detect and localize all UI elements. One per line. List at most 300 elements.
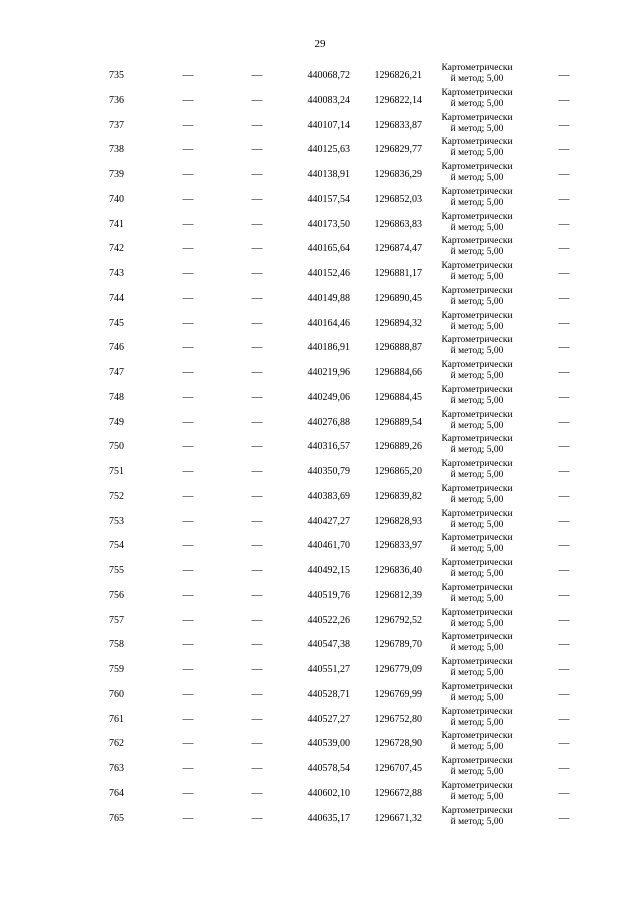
empty-cell-dash: — xyxy=(182,564,194,576)
empty-cell-dash: — xyxy=(558,390,570,403)
method-line-2: й метод; 5,00 xyxy=(450,296,504,307)
table-row xyxy=(0,285,640,310)
coordinate-x: 440519,76 xyxy=(307,589,350,601)
method-line-2: й метод; 5,00 xyxy=(450,247,504,258)
coordinate-x: 440427,27 xyxy=(307,515,350,527)
method-line-1: Картометрически xyxy=(441,533,513,544)
method-line-2: й метод; 5,00 xyxy=(450,197,504,208)
empty-cell-dash: — xyxy=(251,143,263,156)
method-accuracy xyxy=(432,731,522,753)
method-line-2: й метод; 5,00 xyxy=(450,742,504,753)
method-line-1: Картометрически xyxy=(441,87,513,98)
empty-cell-dash: — xyxy=(251,539,263,552)
method-line-1: Картометрически xyxy=(441,483,513,494)
empty-cell-dash: — xyxy=(251,316,263,329)
coordinate-x: 440528,71 xyxy=(307,688,350,700)
coordinate-x: 440107,14 xyxy=(307,119,350,131)
method-line-2: й метод; 5,00 xyxy=(450,668,504,678)
empty-cell-dash: — xyxy=(558,316,570,329)
empty-cell-dash: — xyxy=(558,291,570,304)
method-accuracy xyxy=(432,261,522,283)
method-line-1: Картометрически xyxy=(441,756,513,766)
method-accuracy xyxy=(432,63,522,85)
coordinate-y: 1296822,14 xyxy=(374,94,422,106)
empty-cell-dash: — xyxy=(251,217,263,230)
method-accuracy xyxy=(432,212,522,234)
empty-cell-dash: — xyxy=(182,786,194,799)
point-number: 736 xyxy=(109,94,124,106)
coordinate-x: 440157,54 xyxy=(307,193,350,205)
coordinate-y: 1296836,29 xyxy=(374,169,422,180)
empty-cell-dash: — xyxy=(182,267,194,279)
empty-cell-dash: — xyxy=(182,69,194,81)
table-row xyxy=(0,433,640,458)
coordinate-x: 440149,88 xyxy=(307,292,350,304)
point-number: 763 xyxy=(109,763,124,774)
method-line-2: й метод; 5,00 xyxy=(450,494,504,505)
method-accuracy xyxy=(432,657,522,679)
method-accuracy xyxy=(432,187,522,209)
point-number: 760 xyxy=(109,688,124,700)
method-line-2: й метод; 5,00 xyxy=(450,74,504,84)
coordinate-x: 440383,69 xyxy=(307,490,350,502)
empty-cell-dash: — xyxy=(251,69,263,81)
method-accuracy xyxy=(432,583,522,605)
empty-cell-dash: — xyxy=(182,465,194,477)
method-line-1: Картометрически xyxy=(441,360,513,370)
table-row xyxy=(0,384,640,409)
method-line-2: й метод; 5,00 xyxy=(450,643,504,654)
point-number: 746 xyxy=(109,342,124,354)
coordinate-x: 440125,63 xyxy=(307,144,350,156)
method-line-1: Картометрически xyxy=(441,310,513,321)
method-line-1: Картометрически xyxy=(441,409,513,420)
coordinate-y: 1296865,20 xyxy=(374,466,422,477)
point-number: 740 xyxy=(109,193,124,205)
point-number: 737 xyxy=(109,119,124,131)
method-line-1: Картометрически xyxy=(441,731,513,742)
table-row xyxy=(0,112,640,137)
coordinate-x: 440083,24 xyxy=(307,94,350,106)
point-number: 751 xyxy=(109,466,124,477)
coordinate-x: 440547,38 xyxy=(307,639,350,651)
table-row xyxy=(0,706,640,731)
table-row xyxy=(0,211,640,236)
coordinate-x: 440138,91 xyxy=(307,169,350,180)
table-row xyxy=(0,458,640,483)
empty-cell-dash: — xyxy=(251,489,263,502)
point-number: 759 xyxy=(109,664,124,675)
coordinate-y: 1296889,26 xyxy=(374,441,422,453)
method-line-2: й метод; 5,00 xyxy=(450,717,504,728)
coordinate-y: 1296789,70 xyxy=(374,639,422,651)
coordinate-y: 1296792,52 xyxy=(374,614,422,626)
empty-cell-dash: — xyxy=(251,341,263,354)
table-row xyxy=(0,483,640,508)
point-number: 756 xyxy=(109,589,124,601)
empty-cell-dash: — xyxy=(558,514,570,527)
empty-cell-dash: — xyxy=(182,489,194,502)
method-line-1: Картометрически xyxy=(441,780,513,791)
table-row xyxy=(0,631,640,656)
method-line-1: Картометрически xyxy=(441,261,513,271)
table-row xyxy=(0,780,640,805)
method-line-1: Картометрически xyxy=(441,805,513,816)
method-line-2: й метод; 5,00 xyxy=(450,222,504,233)
method-line-1: Картометрически xyxy=(441,211,513,222)
coordinate-y: 1296828,93 xyxy=(374,515,422,527)
method-accuracy xyxy=(432,756,522,778)
empty-cell-dash: — xyxy=(182,737,194,750)
method-line-2: й метод; 5,00 xyxy=(450,272,504,282)
empty-cell-dash: — xyxy=(182,638,194,651)
method-line-1: Картометрически xyxy=(441,112,513,123)
method-accuracy xyxy=(432,137,522,159)
empty-cell-dash: — xyxy=(558,440,570,453)
empty-cell-dash: — xyxy=(558,415,570,428)
empty-cell-dash: — xyxy=(182,341,194,354)
method-accuracy xyxy=(432,311,522,333)
method-line-1: Картометрически xyxy=(441,558,513,568)
empty-cell-dash: — xyxy=(251,786,263,799)
table-row xyxy=(0,136,640,161)
table-row xyxy=(0,730,640,755)
empty-cell-dash: — xyxy=(558,118,570,131)
coordinate-y: 1296894,32 xyxy=(374,317,422,329)
coordinate-x: 440350,79 xyxy=(307,466,350,477)
point-number: 754 xyxy=(109,540,124,552)
method-accuracy xyxy=(432,682,522,704)
empty-cell-dash: — xyxy=(182,93,194,106)
empty-cell-dash: — xyxy=(182,539,194,552)
coordinate-y: 1296752,80 xyxy=(374,713,422,725)
empty-cell-dash: — xyxy=(251,192,263,205)
method-accuracy xyxy=(432,781,522,803)
empty-cell-dash: — xyxy=(251,663,263,675)
empty-cell-dash: — xyxy=(558,192,570,205)
empty-cell-dash: — xyxy=(558,242,570,255)
point-number: 750 xyxy=(109,441,124,453)
table-row xyxy=(0,161,640,186)
empty-cell-dash: — xyxy=(558,786,570,799)
coordinate-x: 440602,10 xyxy=(307,787,350,799)
empty-cell-dash: — xyxy=(251,366,263,378)
empty-cell-dash: — xyxy=(182,415,194,428)
point-number: 745 xyxy=(109,317,124,329)
table-row xyxy=(0,87,640,112)
method-line-1: Картометрически xyxy=(441,335,513,346)
method-accuracy xyxy=(432,113,522,135)
point-number: 741 xyxy=(109,218,124,230)
coordinate-y: 1296863,83 xyxy=(374,218,422,230)
coordinate-x: 440635,17 xyxy=(307,812,350,824)
empty-cell-dash: — xyxy=(182,390,194,403)
method-line-1: Картометрически xyxy=(441,162,513,172)
method-line-1: Картометрически xyxy=(441,63,513,73)
empty-cell-dash: — xyxy=(251,390,263,403)
method-line-2: й метод; 5,00 xyxy=(450,445,504,456)
coordinate-x: 440461,70 xyxy=(307,540,350,552)
method-line-1: Картометрически xyxy=(441,384,513,395)
method-line-1: Картометрически xyxy=(441,186,513,197)
empty-cell-dash: — xyxy=(251,613,263,626)
method-accuracy xyxy=(432,632,522,654)
empty-cell-dash: — xyxy=(251,93,263,106)
empty-cell-dash: — xyxy=(558,539,570,552)
method-line-1: Картометрически xyxy=(441,681,513,692)
coordinate-y: 1296671,32 xyxy=(374,812,422,824)
coordinate-x: 440527,27 xyxy=(307,713,350,725)
method-accuracy xyxy=(432,459,522,481)
point-number: 765 xyxy=(109,812,124,824)
empty-cell-dash: — xyxy=(182,712,194,725)
coordinate-x: 440152,46 xyxy=(307,268,350,279)
point-number: 739 xyxy=(109,169,124,180)
empty-cell-dash: — xyxy=(182,514,194,527)
coordinate-y: 1296812,39 xyxy=(374,589,422,601)
method-line-1: Картометрически xyxy=(441,459,513,469)
point-number: 748 xyxy=(109,391,124,403)
coordinate-x: 440249,06 xyxy=(307,391,350,403)
method-accuracy xyxy=(432,335,522,357)
table-row xyxy=(0,334,640,359)
empty-cell-dash: — xyxy=(182,168,194,180)
table-row xyxy=(0,681,640,706)
coordinate-x: 440522,26 xyxy=(307,614,350,626)
empty-cell-dash: — xyxy=(558,341,570,354)
method-accuracy xyxy=(432,88,522,110)
coordinate-x: 440173,50 xyxy=(307,218,350,230)
empty-cell-dash: — xyxy=(558,564,570,576)
empty-cell-dash: — xyxy=(182,242,194,255)
coordinate-x: 440068,72 xyxy=(307,70,350,81)
coordinate-y: 1296889,54 xyxy=(374,416,422,428)
method-line-2: й метод; 5,00 xyxy=(450,346,504,357)
empty-cell-dash: — xyxy=(182,217,194,230)
method-line-2: й метод; 5,00 xyxy=(450,371,504,381)
coordinate-x: 440219,96 xyxy=(307,367,350,378)
coordinate-y: 1296728,90 xyxy=(374,738,422,750)
table-row xyxy=(0,310,640,335)
coordinate-x: 440539,00 xyxy=(307,738,350,750)
method-line-1: Картометрически xyxy=(441,582,513,593)
empty-cell-dash: — xyxy=(251,291,263,304)
empty-cell-dash: — xyxy=(182,366,194,378)
method-line-1: Картометрически xyxy=(441,657,513,667)
method-line-1: Картометрически xyxy=(441,607,513,618)
coordinate-x: 440578,54 xyxy=(307,763,350,774)
method-line-2: й метод; 5,00 xyxy=(450,519,504,530)
empty-cell-dash: — xyxy=(182,588,194,601)
table-row xyxy=(0,409,640,434)
coordinate-y: 1296672,88 xyxy=(374,787,422,799)
coordinate-y: 1296779,09 xyxy=(374,664,422,675)
method-line-2: й метод; 5,00 xyxy=(450,767,504,777)
method-line-1: Картометрически xyxy=(441,137,513,148)
coordinate-x: 440165,64 xyxy=(307,243,350,255)
method-line-2: й метод; 5,00 xyxy=(450,395,504,406)
empty-cell-dash: — xyxy=(558,638,570,651)
empty-cell-dash: — xyxy=(558,663,570,675)
coordinate-y: 1296884,45 xyxy=(374,391,422,403)
table-row xyxy=(0,755,640,780)
empty-cell-dash: — xyxy=(182,762,194,774)
empty-cell-dash: — xyxy=(251,242,263,255)
empty-cell-dash: — xyxy=(558,588,570,601)
point-number: 735 xyxy=(109,70,124,81)
empty-cell-dash: — xyxy=(182,663,194,675)
point-number: 753 xyxy=(109,515,124,527)
empty-cell-dash: — xyxy=(182,118,194,131)
empty-cell-dash: — xyxy=(251,712,263,725)
empty-cell-dash: — xyxy=(558,217,570,230)
coordinate-y: 1296888,87 xyxy=(374,342,422,354)
empty-cell-dash: — xyxy=(558,811,570,824)
method-line-2: й метод; 5,00 xyxy=(450,470,504,480)
coordinate-y: 1296890,45 xyxy=(374,292,422,304)
method-line-1: Картометрически xyxy=(441,632,513,643)
table-row xyxy=(0,607,640,632)
table-row xyxy=(0,260,640,285)
empty-cell-dash: — xyxy=(558,465,570,477)
coordinate-x: 440276,88 xyxy=(307,416,350,428)
empty-cell-dash: — xyxy=(558,267,570,279)
method-accuracy xyxy=(432,385,522,407)
empty-cell-dash: — xyxy=(558,712,570,725)
method-line-2: й метод; 5,00 xyxy=(450,321,504,332)
point-number: 758 xyxy=(109,639,124,651)
empty-cell-dash: — xyxy=(251,811,263,824)
empty-cell-dash: — xyxy=(251,118,263,131)
point-number: 747 xyxy=(109,367,124,378)
table-row xyxy=(0,557,640,582)
empty-cell-dash: — xyxy=(558,69,570,81)
method-line-1: Картометрически xyxy=(441,285,513,296)
empty-cell-dash: — xyxy=(558,168,570,180)
method-accuracy xyxy=(432,162,522,184)
point-number: 743 xyxy=(109,268,124,279)
empty-cell-dash: — xyxy=(182,613,194,626)
coordinate-y: 1296881,17 xyxy=(374,268,422,279)
empty-cell-dash: — xyxy=(251,588,263,601)
coordinate-x: 440186,91 xyxy=(307,342,350,354)
table-row xyxy=(0,532,640,557)
page-number: 29 xyxy=(314,38,326,50)
point-number: 752 xyxy=(109,490,124,502)
coordinates-table xyxy=(0,62,640,829)
method-accuracy xyxy=(432,410,522,432)
empty-cell-dash: — xyxy=(251,762,263,774)
method-accuracy xyxy=(432,434,522,456)
method-accuracy xyxy=(432,509,522,531)
method-accuracy xyxy=(432,484,522,506)
method-line-2: й метод; 5,00 xyxy=(450,816,504,827)
table-row xyxy=(0,235,640,260)
empty-cell-dash: — xyxy=(182,687,194,700)
method-accuracy xyxy=(432,608,522,630)
coordinate-y: 1296826,21 xyxy=(374,70,422,81)
point-number: 755 xyxy=(109,565,124,576)
method-accuracy xyxy=(432,707,522,729)
empty-cell-dash: — xyxy=(182,440,194,453)
empty-cell-dash: — xyxy=(182,291,194,304)
empty-cell-dash: — xyxy=(558,762,570,774)
point-number: 749 xyxy=(109,416,124,428)
coordinate-y: 1296839,82 xyxy=(374,490,422,502)
coordinate-y: 1296836,40 xyxy=(374,565,422,576)
coordinate-x: 440316,57 xyxy=(307,441,350,453)
empty-cell-dash: — xyxy=(251,687,263,700)
method-line-1: Картометрически xyxy=(441,706,513,717)
method-line-1: Картометрически xyxy=(441,434,513,445)
method-line-2: й метод; 5,00 xyxy=(450,148,504,159)
empty-cell-dash: — xyxy=(558,366,570,378)
point-number: 738 xyxy=(109,144,124,156)
point-number: 742 xyxy=(109,243,124,255)
method-line-2: й метод; 5,00 xyxy=(450,544,504,555)
empty-cell-dash: — xyxy=(251,267,263,279)
method-line-2: й метод; 5,00 xyxy=(450,618,504,629)
empty-cell-dash: — xyxy=(182,316,194,329)
coordinate-x: 440551,27 xyxy=(307,664,350,675)
empty-cell-dash: — xyxy=(251,737,263,750)
coordinate-x: 440492,15 xyxy=(307,565,350,576)
coordinate-y: 1296874,47 xyxy=(374,243,422,255)
empty-cell-dash: — xyxy=(251,168,263,180)
method-line-2: й метод; 5,00 xyxy=(450,593,504,604)
empty-cell-dash: — xyxy=(251,638,263,651)
table-row xyxy=(0,62,640,87)
empty-cell-dash: — xyxy=(558,737,570,750)
coordinate-y: 1296884,66 xyxy=(374,367,422,378)
empty-cell-dash: — xyxy=(251,564,263,576)
method-line-1: Картометрически xyxy=(441,236,513,247)
method-line-2: й метод; 5,00 xyxy=(450,123,504,134)
coordinate-y: 1296833,97 xyxy=(374,540,422,552)
method-accuracy xyxy=(432,533,522,555)
point-number: 764 xyxy=(109,787,124,799)
table-row xyxy=(0,656,640,681)
table-row xyxy=(0,805,640,830)
method-line-1: Картометрически xyxy=(441,508,513,519)
method-line-2: й метод; 5,00 xyxy=(450,420,504,431)
empty-cell-dash: — xyxy=(558,93,570,106)
coordinate-y: 1296829,77 xyxy=(374,144,422,156)
empty-cell-dash: — xyxy=(182,143,194,156)
method-accuracy xyxy=(432,806,522,828)
empty-cell-dash: — xyxy=(558,613,570,626)
point-number: 761 xyxy=(109,713,124,725)
empty-cell-dash: — xyxy=(558,687,570,700)
method-line-2: й метод; 5,00 xyxy=(450,173,504,183)
method-line-2: й метод; 5,00 xyxy=(450,692,504,703)
method-line-2: й метод; 5,00 xyxy=(450,569,504,579)
method-line-2: й метод; 5,00 xyxy=(450,98,504,109)
point-number: 757 xyxy=(109,614,124,626)
point-number: 762 xyxy=(109,738,124,750)
empty-cell-dash: — xyxy=(182,811,194,824)
coordinate-x: 440164,46 xyxy=(307,317,350,329)
method-line-2: й метод; 5,00 xyxy=(450,791,504,802)
method-accuracy xyxy=(432,236,522,258)
coordinate-y: 1296852,03 xyxy=(374,193,422,205)
method-accuracy xyxy=(432,360,522,382)
empty-cell-dash: — xyxy=(558,143,570,156)
empty-cell-dash: — xyxy=(251,415,263,428)
empty-cell-dash: — xyxy=(251,465,263,477)
empty-cell-dash: — xyxy=(558,489,570,502)
coordinate-y: 1296769,99 xyxy=(374,688,422,700)
